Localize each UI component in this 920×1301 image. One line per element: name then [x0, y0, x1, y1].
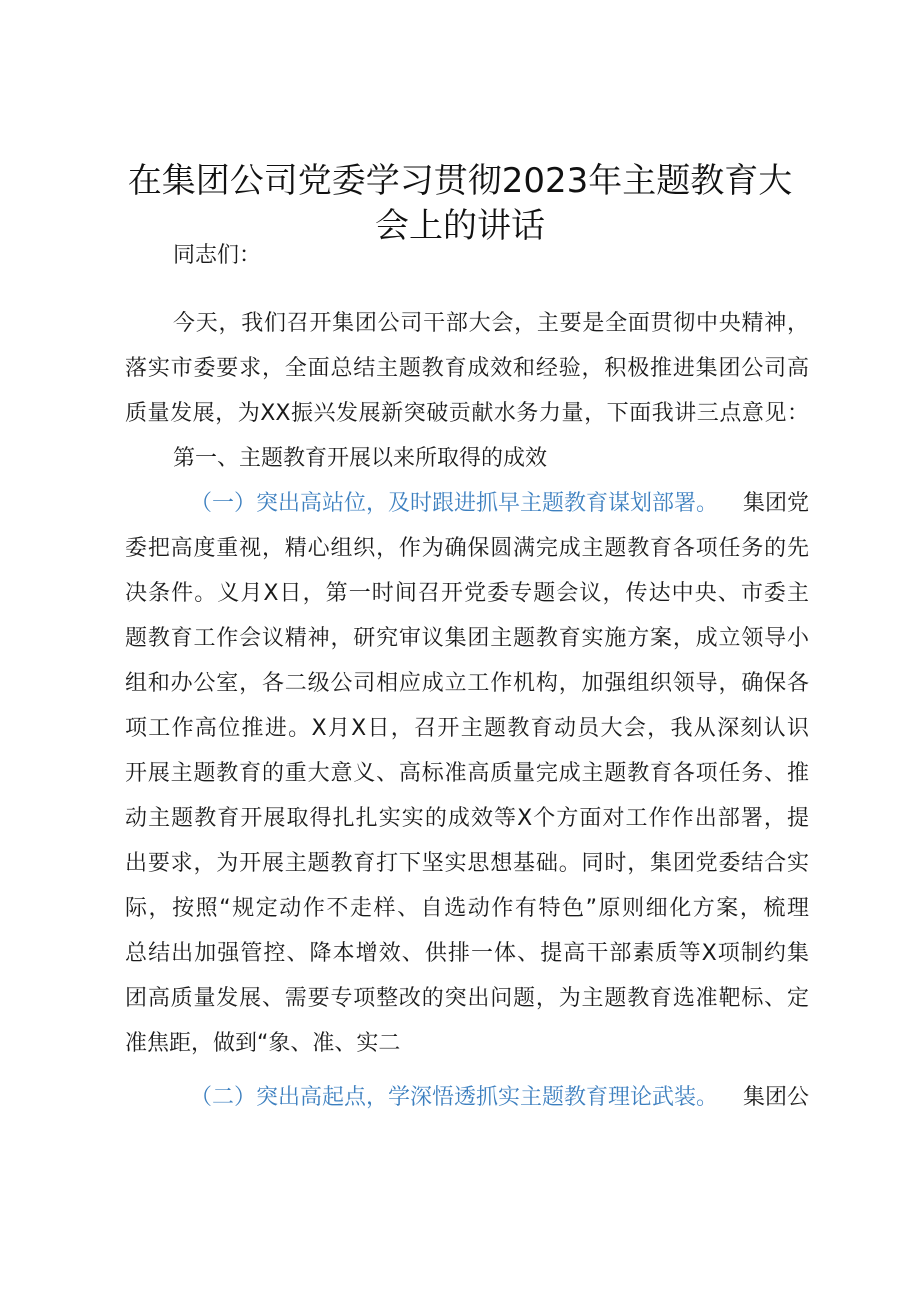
body-last-line: 准焦距，做到“象、准、实二 [125, 1031, 401, 1056]
intro-line: 落实市委要求，全面总结主题教育成效和经验，积极推进集团公司高 [125, 356, 809, 381]
subsection-2-heading: （二）突出高起点，学深悟透抓实主题教育理论武装。 [190, 1085, 719, 1110]
subsection-2-heading-line [190, 1083, 809, 1113]
body-line: 决条件。义月X日，第一时间召开党委专题会议，传达中央、市委主 [125, 581, 809, 606]
body-line: 题教育工作会议精神，研究审议集团主题教育实施方案，成立领导小 [125, 626, 809, 651]
body-line: 出要求，为开展主题教育打下坚实思想基础。同时，集团党委结合实 [125, 851, 809, 876]
subsection-1-heading-line [190, 489, 809, 519]
document-title-line-2: 会上的讲话 [375, 206, 545, 246]
body-line: 动主题教育开展取得扎扎实实的成效等X个方面对工作作出部署，提 [125, 806, 809, 831]
intro-line: 今天，我们召开集团公司干部大会，主要是全面贯彻中央精神， [173, 311, 809, 336]
body-line: 团高质量发展、需要专项整改的突出问题，为主题教育选准靶标、定 [125, 986, 809, 1011]
body-line: 际，按照“规定动作不走样、自选动作有特色”原则细化方案，梳理 [125, 896, 809, 921]
body-line: 项工作高位推进。X月X日，召开主题教育动员大会，我从深刻认识 [125, 716, 809, 741]
body-line: 总结出加强管控、降本增效、供排一体、提高干部素质等X项制约集 [125, 941, 809, 966]
subsection-1-heading: （一）突出高站位，及时跟进抓早主题教育谋划部署。 [190, 491, 719, 516]
intro-line: 质量发展，为XX振兴发展新突破贡献水务力量，下面我讲三点意见： [125, 401, 809, 426]
body-line: 组和办公室，各二级公司相应成立工作机构，加强组织领导，确保各 [125, 671, 809, 696]
salutation: 同志们： [173, 243, 262, 268]
section-1-heading: 第一、主题教育开展以来所取得的成效 [173, 446, 548, 471]
subsection-2-heading-tail: 集团公 [742, 1085, 809, 1110]
body-line: 开展主题教育的重大意义、高标准高质量完成主题教育各项任务、推 [125, 761, 809, 786]
subsection-1-heading-tail: 集团党 [742, 491, 809, 516]
document-title-line-1: 在集团公司党委学习贯彻2023年主题教育大 [127, 161, 793, 201]
body-line: 委把高度重视，精心组织，作为确保圆满完成主题教育各项任务的先 [125, 536, 809, 561]
